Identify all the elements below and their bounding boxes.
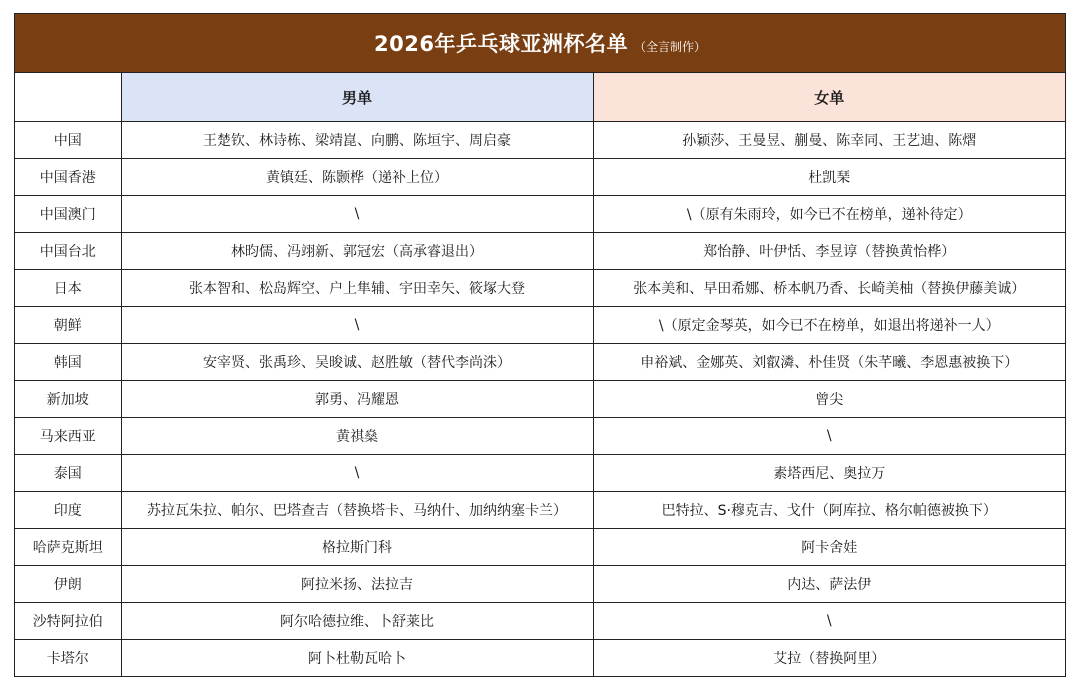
table-row (15, 529, 1065, 566)
roster-table (15, 73, 1065, 677)
region-cell: 日本 (15, 270, 121, 307)
table-row (15, 307, 1065, 344)
sheet-subtitle: （全言制作） (633, 39, 706, 54)
women-singles-cell: 郑怡静、叶伊恬、李昱谆（替换黄怡桦） (593, 233, 1065, 270)
region-cell: 中国澳门 (15, 196, 121, 233)
men-singles-cell: 郭勇、冯耀恩 (121, 381, 593, 418)
table-row (15, 196, 1065, 233)
women-singles-cell: 素塔西尼、奥拉万 (593, 455, 1065, 492)
men-singles-cell: \ (121, 307, 593, 344)
region-cell: 中国 (15, 122, 121, 159)
region-cell: 韩国 (15, 344, 121, 381)
table-row (15, 418, 1065, 455)
region-cell: 卡塔尔 (15, 640, 121, 677)
women-singles-cell: \（原有朱雨玲，如今已不在榜单，递补待定） (593, 196, 1065, 233)
table-row (15, 640, 1065, 677)
roster-body (15, 122, 1065, 677)
region-header (15, 73, 121, 122)
region-cell: 中国台北 (15, 233, 121, 270)
table-row (15, 122, 1065, 159)
women-singles-header: 女单 (593, 73, 1065, 122)
table-row (15, 603, 1065, 640)
women-singles-cell: \ (593, 418, 1065, 455)
region-cell: 伊朗 (15, 566, 121, 603)
women-singles-cell: 申裕斌、金娜英、刘叡潾、朴佳贤（朱芊曦、李恩惠被换下） (593, 344, 1065, 381)
region-cell: 新加坡 (15, 381, 121, 418)
table-row (15, 159, 1065, 196)
women-singles-cell: \ (593, 603, 1065, 640)
men-singles-cell: 张本智和、松岛辉空、户上隼辅、宇田幸矢、筱塚大登 (121, 270, 593, 307)
men-singles-cell: 安宰贤、张禹珍、吴晙诚、赵胜敏（替代李尚洙） (121, 344, 593, 381)
men-singles-header: 男单 (121, 73, 593, 122)
women-singles-cell: 曾尖 (593, 381, 1065, 418)
table-row (15, 344, 1065, 381)
region-cell: 马来西亚 (15, 418, 121, 455)
women-singles-cell: 杜凯琹 (593, 159, 1065, 196)
women-singles-cell: 艾拉（替换阿里） (593, 640, 1065, 677)
table-row (15, 233, 1065, 270)
table-row (15, 381, 1065, 418)
table-row (15, 455, 1065, 492)
region-cell: 朝鲜 (15, 307, 121, 344)
women-singles-cell: 内达、萨法伊 (593, 566, 1065, 603)
women-singles-cell: \（原定金琴英，如今已不在榜单，如退出将递补一人） (593, 307, 1065, 344)
men-singles-cell: \ (121, 196, 593, 233)
table-row (15, 270, 1065, 307)
table-row (15, 492, 1065, 529)
men-singles-cell: 阿尔哈德拉维、卜舒莱比 (121, 603, 593, 640)
men-singles-cell: 格拉斯门科 (121, 529, 593, 566)
women-singles-cell: 孙颖莎、王曼昱、蒯曼、陈幸同、王艺迪、陈熠 (593, 122, 1065, 159)
title-bar (15, 14, 1065, 73)
header-row (15, 73, 1065, 122)
men-singles-cell: 黄镇廷、陈颢桦（递补上位） (121, 159, 593, 196)
men-singles-cell: 苏拉瓦朱拉、帕尔、巴塔查吉（替换塔卡、马纳什、加纳纳塞卡兰） (121, 492, 593, 529)
region-cell: 泰国 (15, 455, 121, 492)
sheet-title: 2026年乒乓球亚洲杯名单 (374, 32, 628, 56)
women-singles-cell: 巴特拉、S·穆克吉、戈什（阿库拉、格尔帕德被换下） (593, 492, 1065, 529)
men-singles-cell: 林昀儒、冯翊新、郭冠宏（高承睿退出） (121, 233, 593, 270)
women-singles-cell: 张本美和、早田希娜、桥本帆乃香、长崎美柚（替换伊藤美诚） (593, 270, 1065, 307)
region-cell: 哈萨克斯坦 (15, 529, 121, 566)
region-cell: 沙特阿拉伯 (15, 603, 121, 640)
men-singles-cell: \ (121, 455, 593, 492)
men-singles-cell: 阿卜杜勒瓦哈卜 (121, 640, 593, 677)
men-singles-cell: 黄祺燊 (121, 418, 593, 455)
men-singles-cell: 王楚钦、林诗栋、梁靖崑、向鹏、陈垣宇、周启豪 (121, 122, 593, 159)
women-singles-cell: 阿卡舍娃 (593, 529, 1065, 566)
region-cell: 中国香港 (15, 159, 121, 196)
table-row (15, 566, 1065, 603)
region-cell: 印度 (15, 492, 121, 529)
roster-sheet (14, 13, 1066, 677)
men-singles-cell: 阿拉米扬、法拉吉 (121, 566, 593, 603)
